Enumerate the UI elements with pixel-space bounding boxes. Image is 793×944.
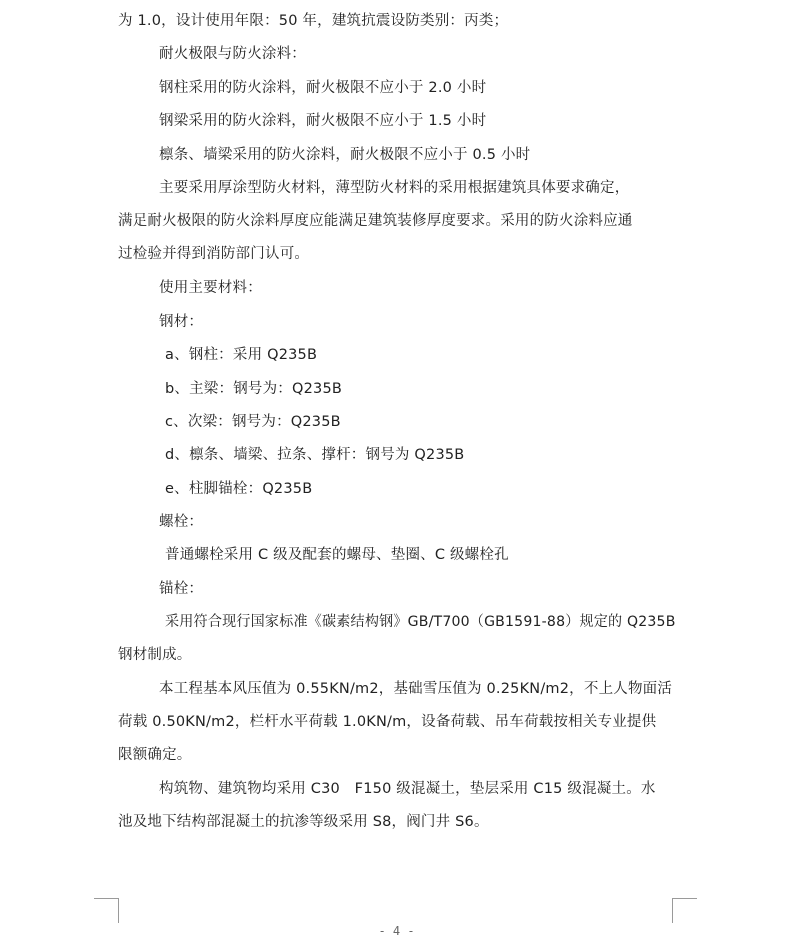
text-line: 本工程基本风压值为 0.55KN/m2，基础雪压值为 0.25KN/m2，不上人物面活 bbox=[159, 681, 673, 697]
text-line: 池及地下结构部混凝土的抗渗等级采用 S8，阀门井 S6。 bbox=[118, 814, 489, 830]
crop-mark-left bbox=[94, 898, 119, 923]
text-line: d、檩条、墙梁、拉条、撑杆：钢号为 Q235B bbox=[165, 447, 465, 463]
text-line: 构筑物、建筑物均采用 C30 F150 级混凝土，垫层采用 C15 级混凝土。水 bbox=[159, 781, 656, 797]
text-line: 钢材制成。 bbox=[118, 647, 192, 663]
text-line: 锚栓： bbox=[159, 581, 204, 597]
text-line: 钢梁采用的防火涂料，耐火极限不应小于 1.5 小时 bbox=[159, 113, 487, 129]
text-line: 使用主要材料： bbox=[159, 280, 262, 296]
text-line: 主要采用厚涂型防火材料，薄型防火材料的采用根据建筑具体要求确定， bbox=[159, 180, 630, 196]
text-line: 荷载 0.50KN/m2，栏杆水平荷载 1.0KN/m，设备荷载、吊车荷载按相关专业提供 bbox=[118, 714, 657, 730]
text-line: c、次梁：钢号为：Q235B bbox=[165, 414, 341, 430]
text-line: 限额确定。 bbox=[118, 747, 192, 763]
text-line: 螺栓： bbox=[159, 514, 204, 530]
text-line: 钢柱采用的防火涂料，耐火极限不应小于 2.0 小时 bbox=[159, 80, 487, 96]
text-line: 过检验并得到消防部门认可。 bbox=[118, 246, 310, 262]
text-line: 耐火极限与防火涂料： bbox=[159, 46, 306, 62]
text-line: 采用符合现行国家标准《碳素结构钢》GB/T700（GB1591-88）规定的 Q235B bbox=[165, 614, 676, 630]
text-line: 满足耐火极限的防火涂料厚度应能满足建筑装修厚度要求。采用的防火涂料应通 bbox=[118, 213, 633, 229]
text-line: 普通螺栓采用 C 级及配套的螺母、垫圈、C 级螺栓孔 bbox=[165, 547, 509, 563]
text-line: 为 1.0，设计使用年限：50 年，建筑抗震设防类别：丙类； bbox=[118, 13, 509, 29]
text-line: a、钢柱：采用 Q235B bbox=[165, 347, 318, 363]
text-line: 檩条、墙梁采用的防火涂料，耐火极限不应小于 0.5 小时 bbox=[159, 147, 531, 163]
text-line: e、柱脚锚栓：Q235B bbox=[165, 481, 313, 497]
page-number: - 4 - bbox=[378, 924, 415, 938]
text-line: b、主梁：钢号为：Q235B bbox=[165, 381, 343, 397]
text-line: 钢材： bbox=[159, 314, 204, 330]
crop-mark-right bbox=[672, 898, 697, 923]
